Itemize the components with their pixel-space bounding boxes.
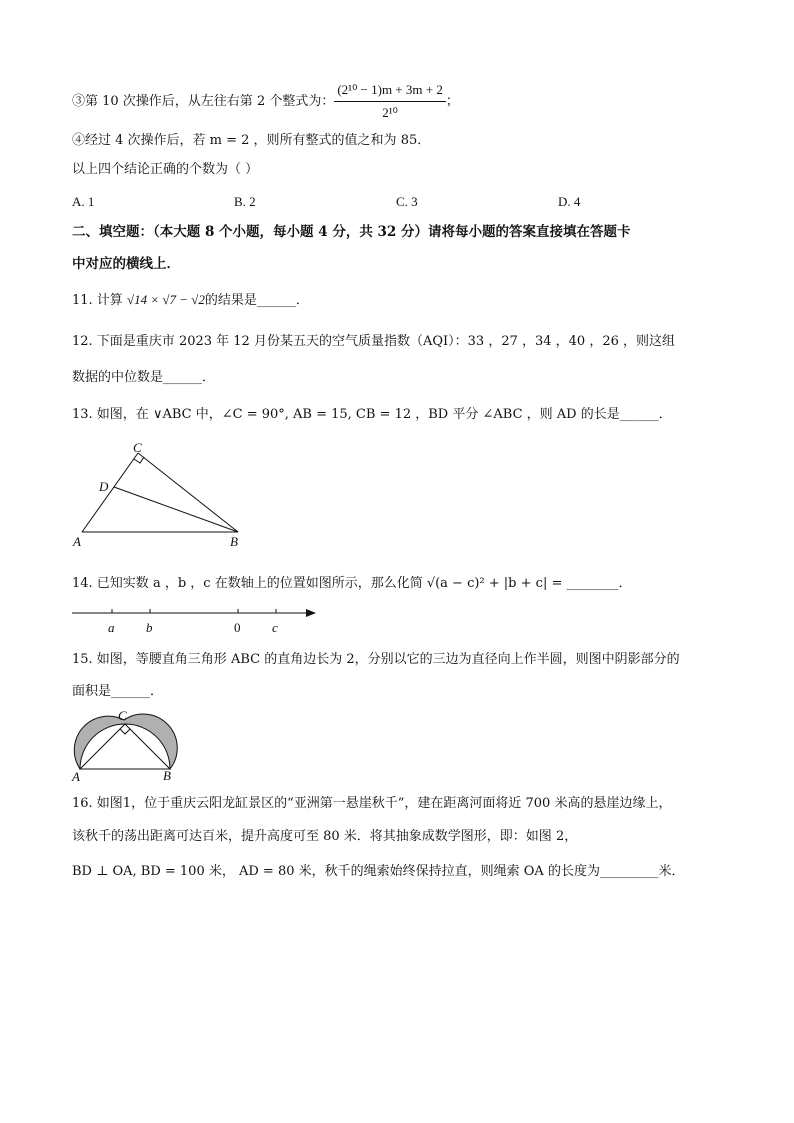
statement-3 (72, 80, 459, 123)
label-b: B (230, 534, 238, 549)
q11-suffix: 的结果是______． (204, 293, 309, 308)
label-d: D (99, 479, 109, 494)
question-stem: 以上四个结论正确的个数为（ ） (72, 162, 259, 177)
option-b: B. 2 (234, 194, 256, 209)
label-a: a (108, 620, 115, 635)
section-title-cont: 中对应的横线上． (72, 256, 180, 272)
option-d: D. 4 (558, 194, 581, 209)
label-b: b (146, 620, 153, 635)
fraction-denominator: 2¹⁰ (382, 105, 398, 120)
question-15-cont: 面积是______． (72, 684, 164, 699)
question-12: 12. 下面是重庆市 2023 年 12 月份某五天的空气质量指数（AQI）：33 ，27 ，34 ，40 ，26 ，则这组 (72, 334, 676, 349)
statement-3-prefix: ③第 10 次操作后，从左往右第 2 个整式为： (72, 94, 335, 109)
label-a: A (73, 534, 81, 549)
statement-4: ④经过 4 次操作后，若 m = 2 ，则所有整式的值之和为 85． (72, 133, 431, 148)
q11-expression: √14 × √7 − √2 (126, 292, 205, 307)
question-13: 13. 如图，在 ∨ABC 中，∠C = 90°, AB = 15, CB = 12 ，BD 平分 ∠ABC ，则 AD 的长是______． (72, 407, 672, 422)
question-16: 16. 如图1，位于重庆云阳龙缸景区的“亚洲第一悬崖秋千”，建在距离河面将近 700 米高的悬崖边缘上， (72, 796, 672, 811)
fraction-numerator: (2¹⁰ − 1)m + 3m + 2 (334, 80, 446, 102)
q11-prefix: 11. 计算 (72, 293, 127, 308)
section-title: 二、填空题：（本大题 8 个小题，每小题 4 分，共 32 分）请将每小题的答案直接填在答题卡 (72, 224, 631, 240)
label-c: C (133, 440, 142, 455)
number-line-figure (70, 603, 320, 637)
question-12-cont: 数据的中位数是______． (72, 370, 216, 385)
triangle-figure-13 (70, 440, 250, 552)
question-16-cont2: BD ⊥ OA, BD = 100 米， AD = 80 米，秋千的绳索始终保持拉直，则绳索 OA 的长度为_________米． (72, 864, 685, 879)
bisector-bd (114, 487, 238, 532)
statement-3-suffix: ； (445, 94, 459, 109)
option-c: C. 3 (396, 194, 418, 209)
question-11 (72, 290, 309, 311)
arrow-head-icon (306, 609, 316, 617)
label-zero: 0 (234, 620, 241, 635)
label-a: A (72, 769, 80, 784)
question-15: 15. 如图，等腰直角三角形 ABC 的直角边长为 2，分别以它的三边为直径向上作半圆，则图中阴影部分的 (72, 652, 680, 667)
statement-3-fraction (334, 80, 446, 123)
label-c: C (118, 708, 127, 723)
question-14: 14. 已知实数 a ，b ，c 在数轴上的位置如图所示，那么化简 √(a − c)² + |b + c| = ________． (72, 576, 632, 591)
question-16-cont: 该秋千的荡出距离可达百米，提升高度可至 80 米．将其抽象成数学图形，即：如图 2， (72, 829, 578, 844)
option-a: A. 1 (72, 194, 95, 209)
label-b: B (163, 768, 171, 783)
semicircle-figure-15 (68, 708, 193, 784)
right-angle-mark (134, 457, 144, 463)
side-cb (138, 453, 238, 532)
label-c: c (272, 620, 278, 635)
